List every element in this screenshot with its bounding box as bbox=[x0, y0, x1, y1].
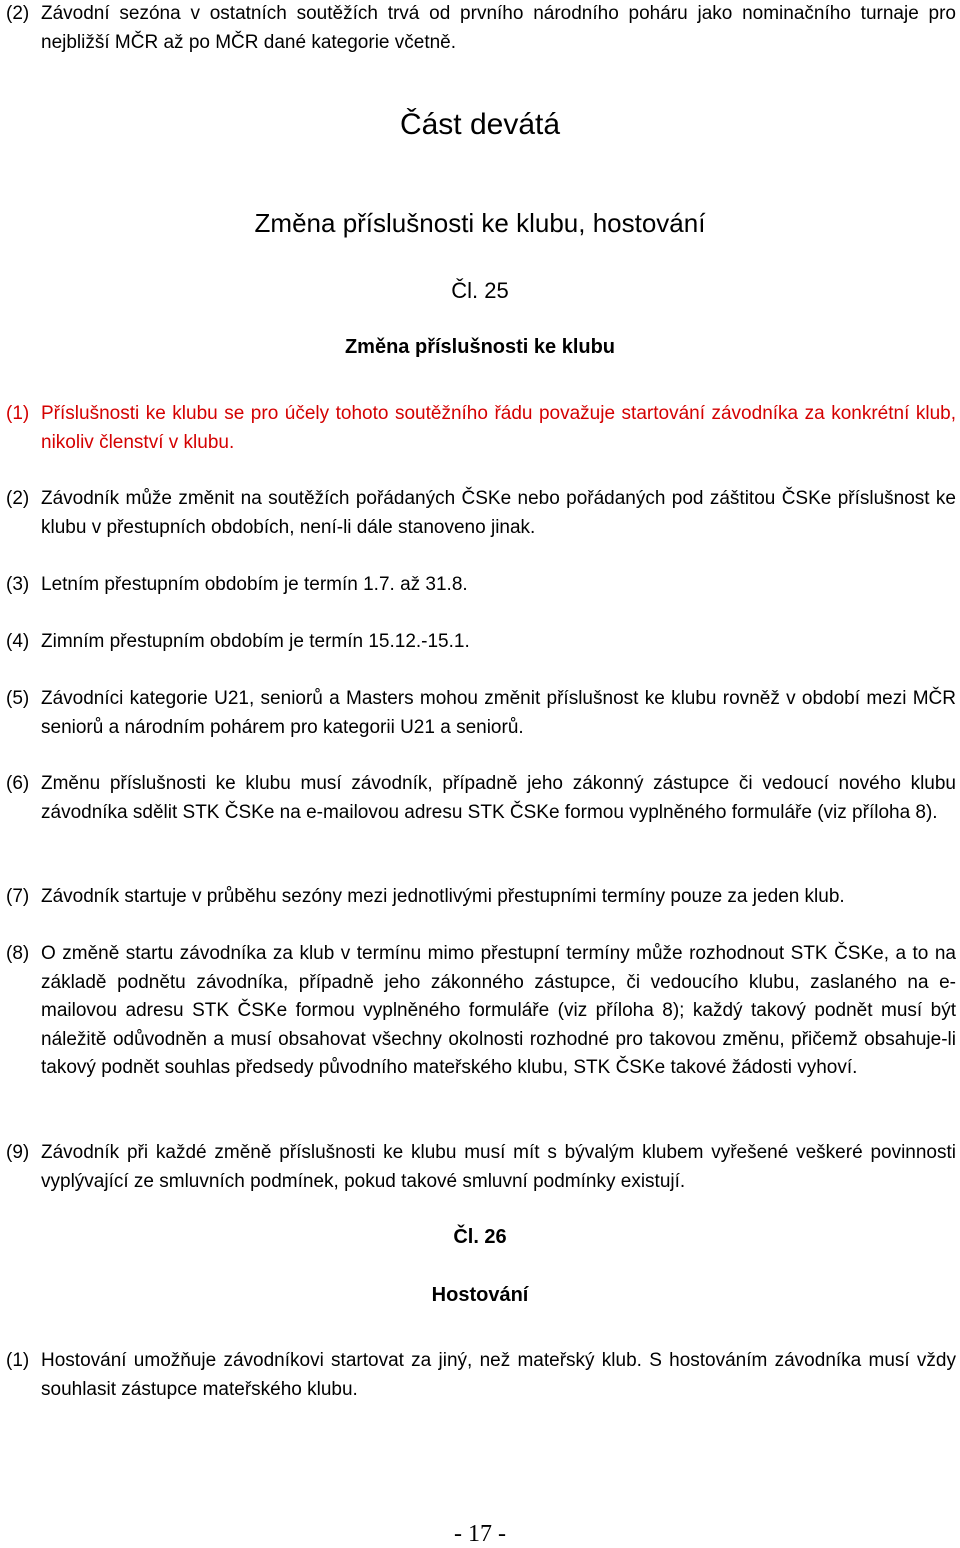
article-26-paragraph-1 bbox=[6, 1347, 956, 1404]
article-25-paragraph-1 bbox=[6, 400, 956, 457]
paragraph-number: (3) bbox=[6, 574, 30, 595]
page-number: - 17 - bbox=[454, 1521, 506, 1547]
intro-paragraph bbox=[6, 0, 956, 57]
paragraph-number: (2) bbox=[6, 3, 30, 24]
article-26-title: Hostování bbox=[431, 1284, 529, 1306]
article-26-number: Čl. 26 bbox=[453, 1226, 507, 1248]
article-25-paragraph-4 bbox=[6, 628, 956, 657]
part-title: Část devátá bbox=[399, 108, 561, 141]
paragraph-number: (5) bbox=[6, 688, 30, 709]
paragraph-text: Závodní sezóna v ostatních soutěžích trvá od prvního národního poháru jako nominačního turnaje pro nejbližší MČR až po MČR dané kategorie včetně. bbox=[41, 3, 956, 53]
paragraph-number: (6) bbox=[6, 773, 30, 794]
article-25-paragraph-9 bbox=[6, 1139, 956, 1196]
paragraph-text: Zimním přestupním obdobím je termín 15.12.-15.1. bbox=[41, 631, 470, 652]
paragraph-number: (7) bbox=[6, 886, 30, 907]
article-25-paragraph-3 bbox=[6, 571, 956, 600]
paragraph-number: (1) bbox=[6, 403, 30, 424]
paragraph-text: Závodník při každé změně příslušnosti ke klubu musí mít s bývalým klubem vyřešené veškeré povinnosti vyplývající ze smluvních podmínek, pokud takové smluvní podmínky existují. bbox=[41, 1142, 956, 1192]
paragraph-text: Závodník může změnit na soutěžích pořádaných ČSKe nebo pořádaných pod záštitou ČSKe příslušnost ke klubu v přestupních obdobích, není-li dále stanoveno jinak. bbox=[41, 488, 956, 538]
article-25-paragraph-7 bbox=[6, 883, 956, 912]
paragraph-number: (2) bbox=[6, 488, 30, 509]
paragraph-number: (9) bbox=[6, 1142, 30, 1163]
article-25-paragraph-2 bbox=[6, 485, 956, 542]
paragraph-text: O změně startu závodníka za klub v termínu mimo přestupní termíny může rozhodnout STK ČSKe, a to na základě podnětu závodníka, případně jeho zákonného zástupce, či vedoucího klubu, zaslaného na e-mailovou adresu STK ČSKe formou vyplněného formuláře (viz příloha 8); každý takový podnět musí být náležitě odůvodněn a musí obsahovat všechny okolnosti rozhodné pro takovou změnu, přičemž obsahuje-li takový podnět souhlas předsedy původního mateřského klubu, STK ČSKe takové žádosti vyhoví. bbox=[41, 943, 956, 1078]
article-25-title: Změna příslušnosti ke klubu bbox=[344, 336, 616, 358]
article-25-paragraph-6 bbox=[6, 770, 956, 827]
paragraph-number: (4) bbox=[6, 631, 30, 652]
paragraph-text: Změnu příslušnosti ke klubu musí závodník, případně jeho zákonný zástupce či vedoucí nového klubu závodníka sdělit STK ČSKe na e-mailovou adresu STK ČSKe formou vyplněného formuláře (viz příloha 8). bbox=[41, 773, 956, 823]
paragraph-number: (1) bbox=[6, 1350, 30, 1371]
article-25-paragraph-8 bbox=[6, 940, 956, 1083]
paragraph-text: Závodník startuje v průběhu sezóny mezi jednotlivými přestupními termíny pouze za jeden klub. bbox=[41, 886, 845, 907]
paragraph-text: Příslušnosti ke klubu se pro účely tohoto soutěžního řádu považuje startování závodníka za konkrétní klub, nikoliv členství v klubu. bbox=[41, 403, 956, 453]
paragraph-text: Hostování umožňuje závodníkovi startovat za jiný, než mateřský klub. S hostováním závodníka musí vždy souhlasit zástupce mateřského klubu. bbox=[41, 1350, 956, 1400]
article-25-paragraph-5 bbox=[6, 685, 956, 742]
paragraph-number: (8) bbox=[6, 943, 30, 964]
paragraph-text: Závodníci kategorie U21, seniorů a Masters mohou změnit příslušnost ke klubu rovněž v období mezi MČR seniorů a národním pohárem pro kategorii U21 a seniorů. bbox=[41, 688, 956, 738]
article-25-number: Čl. 25 bbox=[451, 278, 509, 303]
paragraph-text: Letním přestupním obdobím je termín 1.7. až 31.8. bbox=[41, 574, 468, 595]
chapter-title: Změna příslušnosti ke klubu, hostování bbox=[254, 208, 706, 238]
